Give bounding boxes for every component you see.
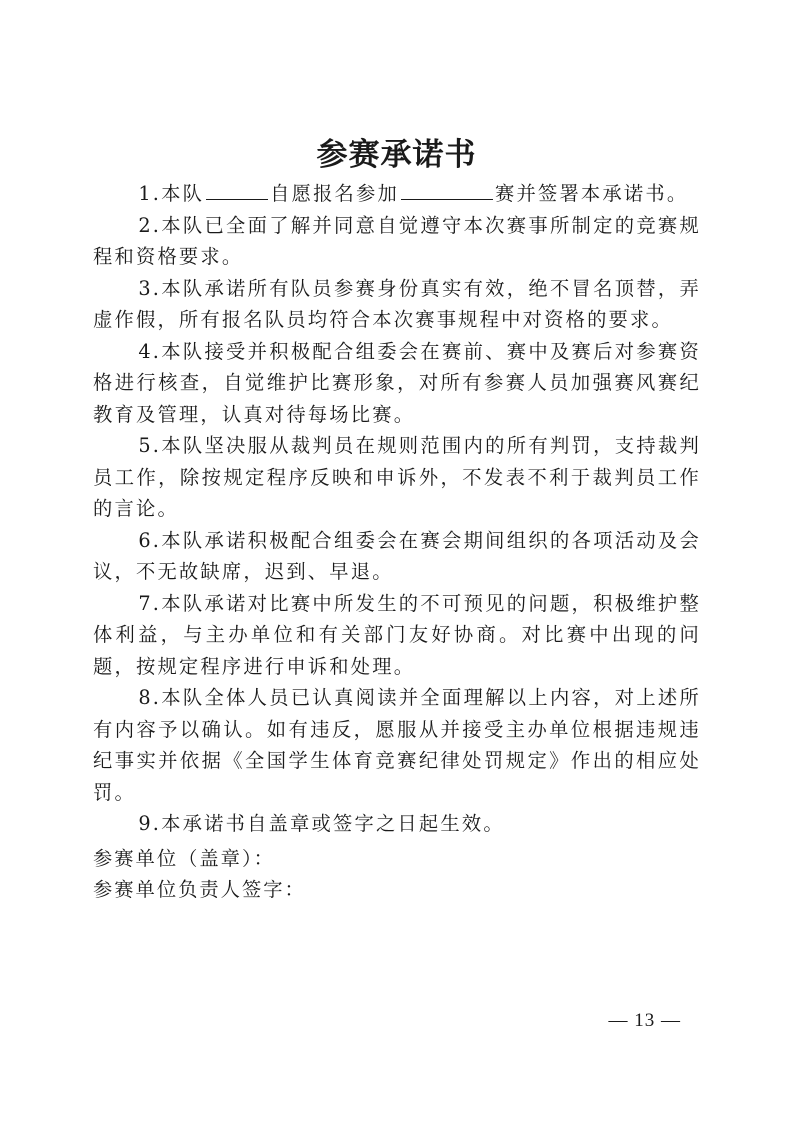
commitment-item-9: 9.本承诺书自盖章或签字之日起生效。 xyxy=(138,812,505,835)
item-1-text-b: 自愿报名参加 xyxy=(270,182,399,205)
commitment-item-3: 3.本队承诺所有队员参赛身份真实有效，绝不冒名顶替，弄虚作假，所有报名队员均符合本次赛事规程中对资格的要求。 xyxy=(93,276,701,331)
leader-signature-line: 参赛单位负责人签字： xyxy=(93,878,306,901)
commitment-item-7: 7.本队承诺对比赛中所发生的不可预见的问题，积极维护整体利益，与主办单位和有关部门友好协商。对比赛中出现的问题，按规定程序进行申诉和处理。 xyxy=(93,591,701,678)
commitment-item-5: 5.本队坚决服从裁判员在规则范围内的所有判罚，支持裁判员工作，除按规定程序反映和申诉外，不发表不利于裁判员工作的言论。 xyxy=(93,434,701,520)
document-title: 参赛承诺书 xyxy=(316,137,477,173)
competition-name-blank xyxy=(401,179,493,200)
item-1-text-a: 1.本队 xyxy=(138,182,205,205)
commitment-item-4: 4.本队接受并积极配合组委会在赛前、赛中及赛后对参赛资格进行核查，自觉维护比赛形象，对所有参赛人员加强赛风赛纪教育及管理，认真对待每场比赛。 xyxy=(93,339,701,426)
document-body xyxy=(93,178,701,906)
commitment-item-6: 6.本队承诺积极配合组委会在赛会期间组织的各项活动及会议，不无故缺席，迟到、早退。 xyxy=(93,528,701,583)
stamp-line: 参赛单位（盖章）： xyxy=(93,846,275,870)
page-number: — 13 — xyxy=(608,1010,681,1031)
commitment-item-1 xyxy=(93,178,701,210)
commitment-item-2: 2.本队已全面了解并同意自觉遵守本次赛事所制定的竞赛规程和资格要求。 xyxy=(93,213,701,268)
team-name-blank xyxy=(206,179,268,200)
commitment-item-8: 8.本队全体人员已认真阅读并全面理解以上内容，对上述所有内容予以确认。如有违反，愿服从并接受主办单位根据违规违纪事实并依据《全国学生体育竞赛纪律处罚规定》作出的相应处罚。 xyxy=(93,686,701,804)
item-1-text-c: 赛并签署本承诺书。 xyxy=(495,182,689,205)
